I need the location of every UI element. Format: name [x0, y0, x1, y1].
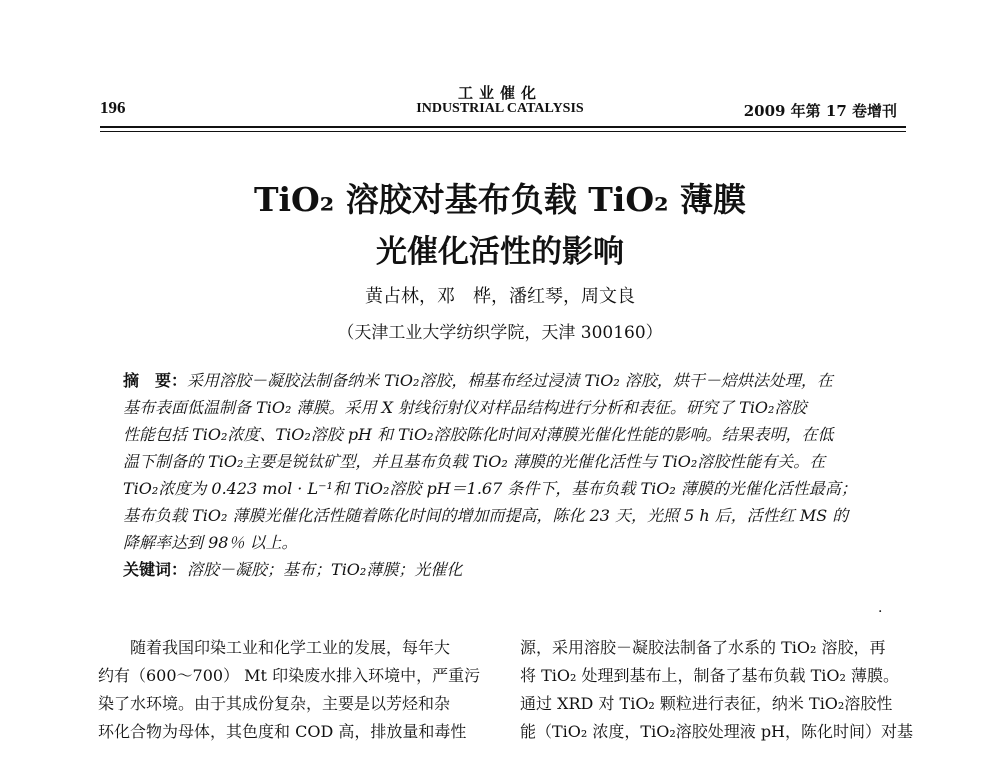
header-rule-thick — [100, 126, 906, 128]
paper-title-line-2: 光催化活性的影响 — [376, 234, 624, 270]
journal-name-cn: 工业催化 — [457, 84, 542, 102]
body-right-line-2: 将 TiO₂ 处理到基布上，制备了基布负载 TiO₂ 薄膜。 — [520, 666, 899, 685]
abstract — [123, 367, 883, 583]
journal-name-en: INDUSTRIAL CATALYSIS — [416, 101, 584, 116]
affiliation: （天津工业大学纺织学院，天津 300160） — [337, 323, 663, 343]
authors: 黄占林，邓 桦，潘红琴，周文良 — [365, 286, 635, 307]
keywords-text: 溶胶－凝胶；基布；TiO₂薄膜；光催化 — [187, 560, 463, 579]
body-left-line-3: 染了水环境。由于其成份复杂，主要是以芳烃和杂 — [98, 694, 451, 713]
abstract-line-4: 温下制备的 TiO₂主要是锐钛矿型，并且基布负载 TiO₂ 薄膜的光催化活性与 TiO₂溶胶性能有关。在 — [123, 452, 826, 471]
page-number: 196 — [100, 98, 126, 117]
body-right-line-3: 通过 XRD 对 TiO₂ 颗粒进行表征，纳米 TiO₂溶胶性 — [520, 694, 893, 713]
abstract-line-2: 基布表面低温制备 TiO₂ 薄膜。采用 X 射线衍射仪对样品结构进行分析和表征。研究了 TiO₂溶胶 — [123, 398, 807, 417]
abstract-label: 摘 要： — [123, 371, 188, 390]
keywords-label: 关键词： — [123, 560, 188, 579]
body-left-line-1: 随着我国印染工业和化学工业的发展，每年大 — [98, 638, 451, 657]
issue-info: 2009 年第 17 卷增刊 — [743, 102, 897, 120]
abstract-line-7: 降解率达到 98％ 以上。 — [123, 533, 298, 552]
body-column-left — [98, 634, 506, 746]
header-rule-thin — [100, 131, 906, 132]
body-column-right — [520, 634, 928, 746]
body-left-line-2: 约有（600～700） Mt 印染废水排入环境中，严重污 — [98, 666, 481, 685]
body-right-line-1: 源，采用溶胶－凝胶法制备了水系的 TiO₂ 溶胶，再 — [520, 638, 886, 657]
abstract-line-1: 摘 要：采用溶胶－凝胶法制备纳米 TiO₂溶胶，棉基布经过浸渍 TiO₂ 溶胶，烘干－焙烘法处理，在 — [123, 371, 833, 390]
keywords — [123, 556, 883, 583]
paper-title-line-1: TiO₂ 溶胶对基布负载 TiO₂ 薄膜 — [253, 180, 747, 219]
abstract-line-5: TiO₂浓度为 0.423 mol · L⁻¹和 TiO₂溶胶 pH＝1.67 条件下，基布负载 TiO₂ 薄膜的光催化活性最高； — [123, 479, 857, 498]
abstract-line-6: 基布负载 TiO₂ 薄膜光催化活性随着陈化时间的增加而提高，陈化 23 天，光照 5 h 后，活性红 MS 的 — [123, 506, 849, 525]
stray-dot: · — [878, 604, 883, 620]
abstract-line-3: 性能包括 TiO₂浓度、TiO₂溶胶 pH 和 TiO₂溶胶陈化时间对薄膜光催化性能的影响。结果表明，在低 — [123, 425, 834, 444]
body-left-line-4: 环化合物为母体，其色度和 COD 高，排放量和毒性 — [98, 722, 467, 741]
body-right-line-4: 能（TiO₂ 浓度，TiO₂溶胶处理液 pH，陈化时间）对基 — [520, 722, 914, 741]
